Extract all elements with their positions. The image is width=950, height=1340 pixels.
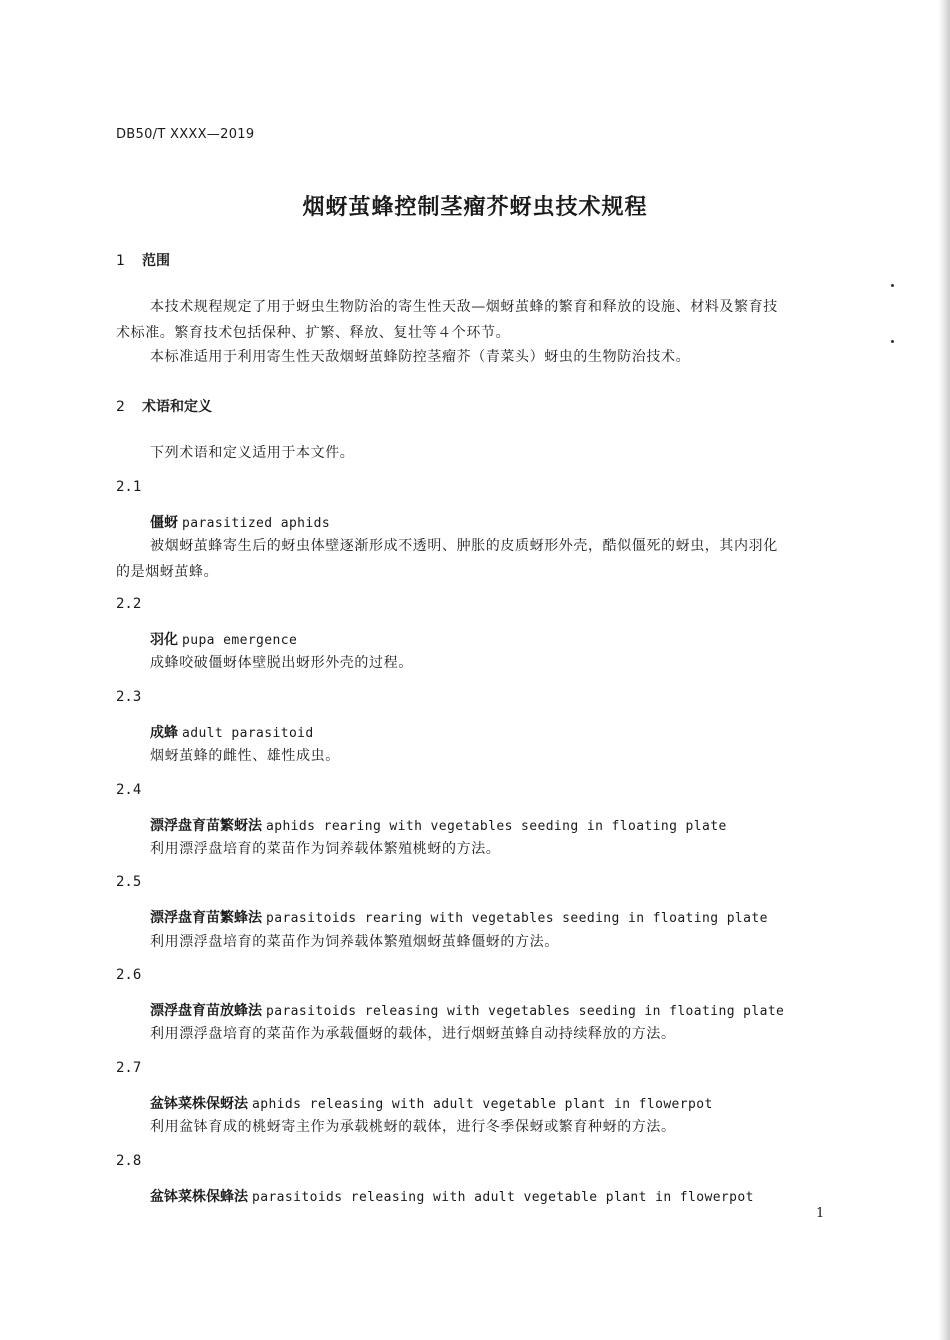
clause-number: 2.3 xyxy=(116,689,142,705)
section-2-intro: 下列术语和定义适用于本文件。 xyxy=(150,445,355,461)
section-2-heading xyxy=(116,396,212,416)
term-english: parasitized aphids xyxy=(182,516,331,531)
section-title: 范围 xyxy=(142,253,170,269)
scan-speck xyxy=(891,340,894,343)
term-english: adult parasitoid xyxy=(182,726,314,741)
clause-number: 2.8 xyxy=(116,1153,142,1169)
term-entry xyxy=(150,1093,713,1113)
term-english: parasitoids releasing with vegetables seeding in floating plate xyxy=(266,1004,785,1019)
term-english: aphids releasing with adult vegetable plant in flowerpot xyxy=(252,1097,713,1112)
term-english: parasitoids releasing with adult vegetable plant in flowerpot xyxy=(252,1190,754,1205)
term-definition: 利用盆钵育成的桃蚜寄主作为承载桃蚜的载体，进行冬季保蚜或繁育种蚜的方法。 xyxy=(150,1119,676,1135)
term-chinese: 漂浮盘育苗繁蜂法 xyxy=(150,910,262,926)
term-chinese: 成蜂 xyxy=(150,725,178,741)
clause-number: 2.6 xyxy=(116,967,142,983)
term-definition: 利用漂浮盘培育的菜苗作为饲养载体繁殖桃蚜的方法。 xyxy=(150,841,501,857)
section-1-paragraph-1-line-1: 本技术规程规定了用于蚜虫生物防治的寄生性天敌—烟蚜茧蜂的繁育和释放的设施、材料及繁育技 xyxy=(150,299,778,315)
term-entry xyxy=(150,1000,784,1020)
clause-number: 2.4 xyxy=(116,782,142,798)
term-chinese: 盆钵菜株保蜂法 xyxy=(150,1189,248,1205)
clause-number: 2.7 xyxy=(116,1060,142,1076)
clause-number: 2.2 xyxy=(116,596,142,612)
term-chinese: 盆钵菜株保蚜法 xyxy=(150,1096,248,1112)
term-entry xyxy=(150,815,727,835)
term-chinese: 漂浮盘育苗放蜂法 xyxy=(150,1003,262,1019)
section-title: 术语和定义 xyxy=(142,399,212,415)
scan-speck xyxy=(891,284,894,287)
term-definition: 成蜂咬破僵蚜体壁脱出蚜形外壳的过程。 xyxy=(150,655,413,671)
term-entry xyxy=(150,722,314,742)
page-number: 1 xyxy=(816,1206,825,1221)
section-1-paragraph-2: 本标准适用于利用寄生性天敌烟蚜茧蜂防控茎瘤芥（青菜头）蚜虫的生物防治技术。 xyxy=(150,349,691,365)
term-english: aphids rearing with vegetables seeding in floating plate xyxy=(266,819,727,834)
term-definition: 被烟蚜茧蜂寄生后的蚜虫体壁逐渐形成不透明、肿胀的皮质蚜形外壳，酷似僵死的蚜虫，其内羽化 xyxy=(150,538,778,554)
term-definition: 利用漂浮盘培育的菜苗作为饲养载体繁殖烟蚜茧蜂僵蚜的方法。 xyxy=(150,934,559,950)
section-number: 1 xyxy=(116,253,125,269)
term-chinese: 僵蚜 xyxy=(150,515,178,531)
term-definition: 烟蚜茧蜂的雌性、雄性成虫。 xyxy=(150,748,340,764)
term-definition: 利用漂浮盘培育的菜苗作为承载僵蚜的载体，进行烟蚜茧蜂自动持续释放的方法。 xyxy=(150,1026,676,1042)
term-entry xyxy=(150,629,297,649)
standard-code: DB50/T XXXX—2019 xyxy=(116,127,255,142)
clause-number: 2.1 xyxy=(116,479,142,495)
term-entry xyxy=(150,512,330,532)
term-english: parasitoids rearing with vegetables seeding in floating plate xyxy=(266,911,768,926)
term-definition-continued: 的是烟蚜茧蜂。 xyxy=(116,564,219,580)
section-1-heading xyxy=(116,250,170,270)
section-number: 2 xyxy=(116,399,125,415)
term-chinese: 漂浮盘育苗繁蚜法 xyxy=(150,818,262,834)
term-entry xyxy=(150,907,768,927)
term-english: pupa emergence xyxy=(182,633,298,648)
clause-number: 2.5 xyxy=(116,874,142,890)
term-entry xyxy=(150,1186,754,1206)
document-title: 烟蚜茧蜂控制茎瘤芥蚜虫技术规程 xyxy=(302,195,648,220)
section-1-paragraph-1-line-2: 术标准。繁育技术包括保种、扩繁、释放、复壮等４个环节。 xyxy=(116,325,511,341)
term-chinese: 羽化 xyxy=(150,632,178,648)
